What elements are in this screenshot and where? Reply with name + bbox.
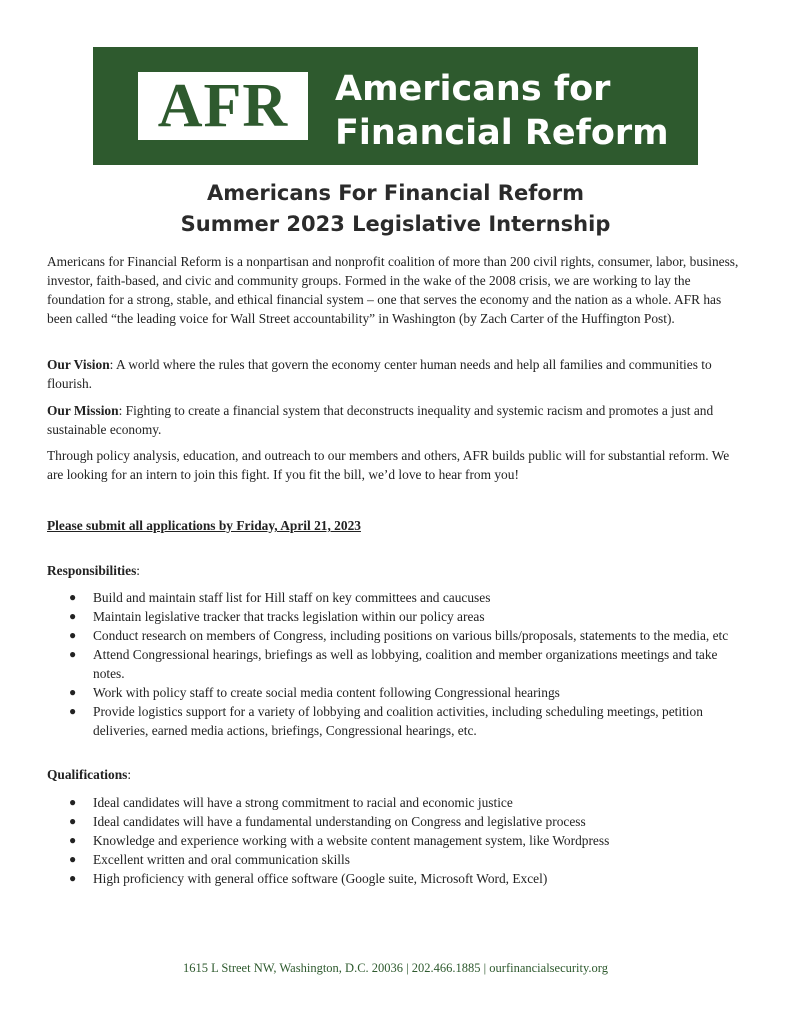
list-item: ● Conduct research on members of Congress, including positions on various bills/proposals, statements to the media, etc (69, 628, 729, 643)
logo-name-line2: Financial Reform (335, 113, 669, 153)
list-item: ● Provide logistics support for a variety of lobbying and coalition activities, including scheduling meetings, petition deliveries, earned media actions, briefings, Congressional hearings, etc. (69, 704, 703, 738)
mission-label: Our Mission (47, 403, 119, 418)
logo-name-line1: Americans for (335, 69, 611, 109)
responsibilities-label: Responsibilities (47, 563, 137, 578)
mission-paragraph (47, 401, 747, 439)
list-item: ● Excellent written and oral communication skills (69, 852, 350, 867)
closing-paragraph: Through policy analysis, education, and outreach to our members and others, AFR builds public will for substantial reform. We are looking for an intern to join this fight. If you fit the bill, we’d love to hear from you! (47, 448, 730, 482)
list-item: ● Attend Congressional hearings, briefings as well as lobbying, coalition and member organizations meetings and take notes. (69, 647, 718, 681)
afr-logo-mark (138, 72, 308, 140)
qualifications-heading: Qualifications: (47, 767, 132, 782)
vision-label: Our Vision (47, 357, 110, 372)
logo-org-name (335, 67, 675, 155)
vision-paragraph (47, 355, 747, 393)
application-deadline: Please submit all applications by Friday, April 21, 2023 (47, 518, 361, 533)
document-subtitle: Summer 2023 Legislative Internship (180, 212, 611, 236)
afr-logo-banner (93, 47, 698, 165)
list-item: ● Build and maintain staff list for Hill staff on key committees and caucuses (69, 590, 491, 605)
responsibilities-heading: Responsibilities: (47, 563, 141, 578)
vision-text: : A world where the rules that govern the economy center human needs and help all families and communities to flourish. (47, 357, 712, 391)
list-item: ● Ideal candidates will have a fundamental understanding on Congress and legislative process (69, 814, 586, 829)
mission-text: : Fighting to create a financial system that deconstructs inequality and systemic racism and promotes a just and sustainable economy. (47, 403, 714, 437)
list-item: ● Ideal candidates will have a strong commitment to racial and economic justice (69, 795, 513, 810)
qualifications-label: Qualifications (47, 767, 128, 782)
list-item: ● Maintain legislative tracker that tracks legislation within our policy areas (69, 609, 485, 624)
list-item: ● Knowledge and experience working with a website content management system, like Wordpress (69, 833, 610, 848)
list-item: ● High proficiency with general office software (Google suite, Microsoft Word, Excel) (69, 871, 548, 886)
logo-mark-text: AFR (157, 72, 289, 140)
list-item: ● Work with policy staff to create social media content following Congressional hearings (69, 685, 560, 700)
responsibilities-list (47, 588, 747, 740)
qualifications-list (47, 793, 747, 888)
contact-footer: 1615 L Street NW, Washington, D.C. 20036 | 202.466.1885 | ourfinancialsecurity.org (182, 961, 608, 975)
intro-paragraph: Americans for Financial Reform is a nonpartisan and nonprofit coalition of more than 200 civil rights, consumer, labor, business, investor, faith-based, and civic and community groups. Formed in the wake of the 2008 crisis, we are working to lay the foundation for a strong, stable, and ethical financial system – one that serves the economy and the nation as a whole. AFR has been called “the leading voice for Wall Street accountability” in Washington (by Zach Carter of the Huffington Post). (47, 254, 739, 326)
document-title: Americans For Financial Reform (206, 181, 585, 205)
